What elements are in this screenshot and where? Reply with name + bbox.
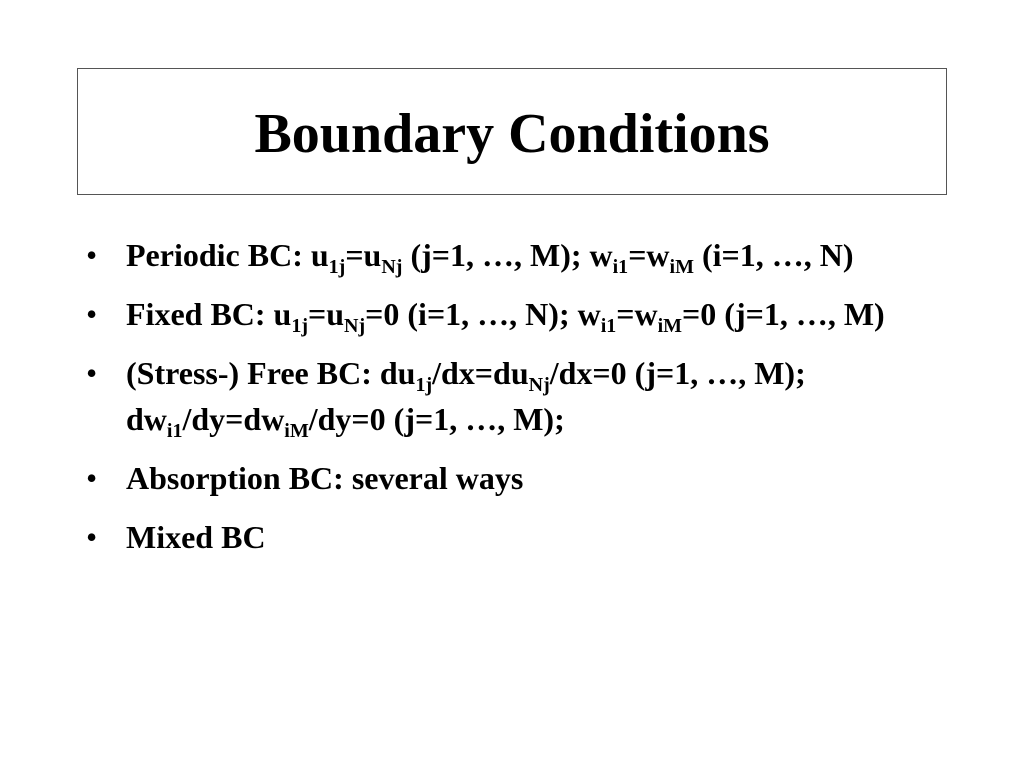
bullet-text-run: =0 (i=1, …, N); w — [365, 296, 601, 332]
bullet-text-run: =w — [628, 237, 670, 273]
bullet-text-run: =u — [308, 296, 345, 332]
bullet-marker: • — [86, 296, 98, 332]
bullet-text-run: Mixed BC — [126, 519, 266, 555]
bullet-marker: • — [86, 355, 98, 391]
subscript: 1j — [328, 256, 346, 278]
bullet-text-run: /dx=0 (j=1, …, M); dw — [126, 355, 806, 437]
bullet-text-run: (Stress-) Free BC: du — [126, 355, 416, 391]
subscript: i1 — [600, 315, 617, 337]
bullet-text-run: /dx=du — [432, 355, 529, 391]
bullet-text-run: Absorption BC: several ways — [126, 460, 524, 496]
subscript: iM — [669, 256, 694, 278]
bullet-text — [126, 460, 523, 496]
bullet-text — [126, 355, 806, 442]
bullet-text — [126, 296, 885, 337]
subscript: Nj — [381, 256, 403, 278]
bullet-marker: • — [86, 237, 98, 273]
bullet-item — [0, 232, 1024, 278]
bullet-text-run: Fixed BC: u — [126, 296, 292, 332]
bullet-item — [0, 455, 1024, 501]
bullet-text-run: /dy=dw — [182, 401, 285, 437]
bullet-text-run: =u — [345, 237, 382, 273]
bullet-text — [126, 519, 266, 555]
subscript: iM — [657, 315, 683, 337]
bullet-marker: • — [86, 460, 98, 496]
subscript: 1j — [291, 315, 309, 337]
bullet-item — [0, 514, 1024, 560]
subscript: i1 — [612, 256, 629, 278]
bullet-text — [126, 237, 854, 278]
subscript: Nj — [344, 315, 366, 337]
subscript: Nj — [528, 374, 550, 396]
bullet-text-run: =0 (j=1, …, M) — [682, 296, 885, 332]
slide-title: Boundary Conditions — [254, 102, 770, 165]
subscript: iM — [284, 420, 309, 442]
subscript: 1j — [415, 374, 433, 396]
bullet-item — [0, 350, 1024, 442]
bullet-item — [0, 291, 1024, 337]
title-box — [77, 68, 947, 195]
bullet-text-run: (j=1, …, M); w — [402, 237, 613, 273]
bullet-text-run: (i=1, …, N) — [693, 237, 854, 273]
bullet-list — [0, 232, 1024, 573]
bullet-text-run: Periodic BC: u — [126, 237, 329, 273]
subscript: i1 — [166, 420, 183, 442]
bullet-marker: • — [86, 519, 98, 555]
bullet-text-run: /dy=0 (j=1, …, M); — [308, 401, 565, 437]
bullet-text-run: =w — [616, 296, 658, 332]
